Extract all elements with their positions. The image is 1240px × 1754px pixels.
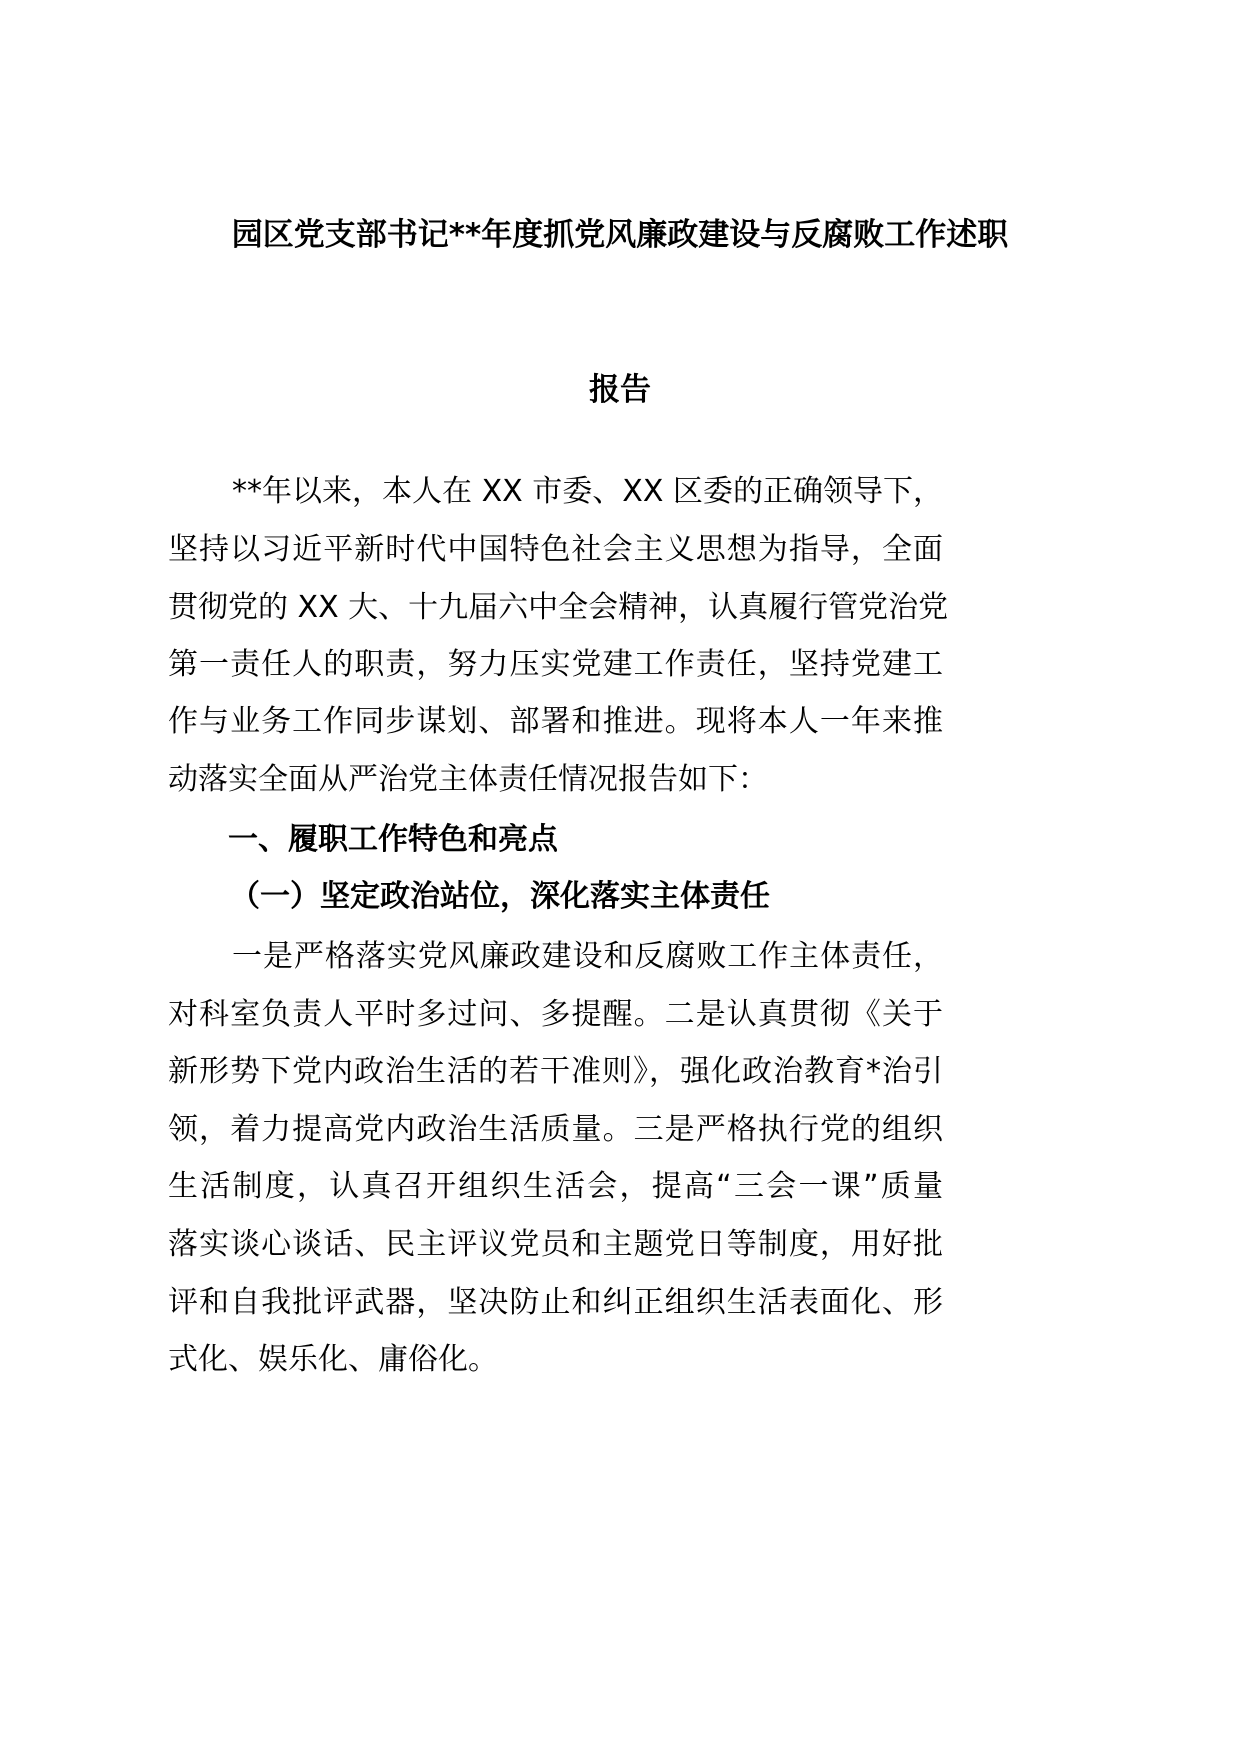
paragraph-line: 动落实全面从严治党主体责任情况报告如下： [168,762,768,797]
paragraph-line: 第一责任人的职责，努力压实党建工作责任，坚持党建工 [168,647,943,682]
paragraph-line: 式化、娱乐化、庸俗化。 [168,1342,498,1377]
paragraph-line: 贯彻党的 XX 大、十九届六中全会精神，认真履行管党治党 [168,590,949,625]
document-title-line-1: 园区党支部书记**年度抓党风廉政建设与反腐败工作述职 [231,217,1009,253]
document-title-line-2: 报告 [589,372,651,408]
paragraph-line: 一是严格落实党风廉政建设和反腐败工作主体责任， [232,939,943,974]
paragraph-line: 新形势下党内政治生活的若干准则》，强化政治教育*治引 [168,1054,943,1089]
paragraph-line: 坚持以习近平新时代中国特色社会主义思想为指导，全面 [168,532,943,567]
paragraph-line: 生活制度，认真召开组织生活会，提高“三会一课”质量 [168,1169,943,1204]
subsection-heading: （一）坚定政治站位，深化落实主体责任 [230,879,770,914]
paragraph-line: 评和自我批评武器，坚决防止和纠正组织生活表面化、形 [168,1285,943,1320]
paragraph-line: 领，着力提高党内政治生活质量。三是严格执行党的组织 [168,1112,943,1147]
paragraph-line: 落实谈心谈话、民主评议党员和主题党日等制度，用好批 [168,1227,943,1262]
paragraph-line: 对科室负责人平时多过问、多提醒。二是认真贯彻《关于 [168,997,943,1032]
section-heading: 一、履职工作特色和亮点 [228,822,558,857]
paragraph-line: **年以来，本人在 XX 市委、XX 区委的正确领导下， [232,474,943,509]
paragraph-line: 作与业务工作同步谋划、部署和推进。现将本人一年来推 [168,704,943,739]
